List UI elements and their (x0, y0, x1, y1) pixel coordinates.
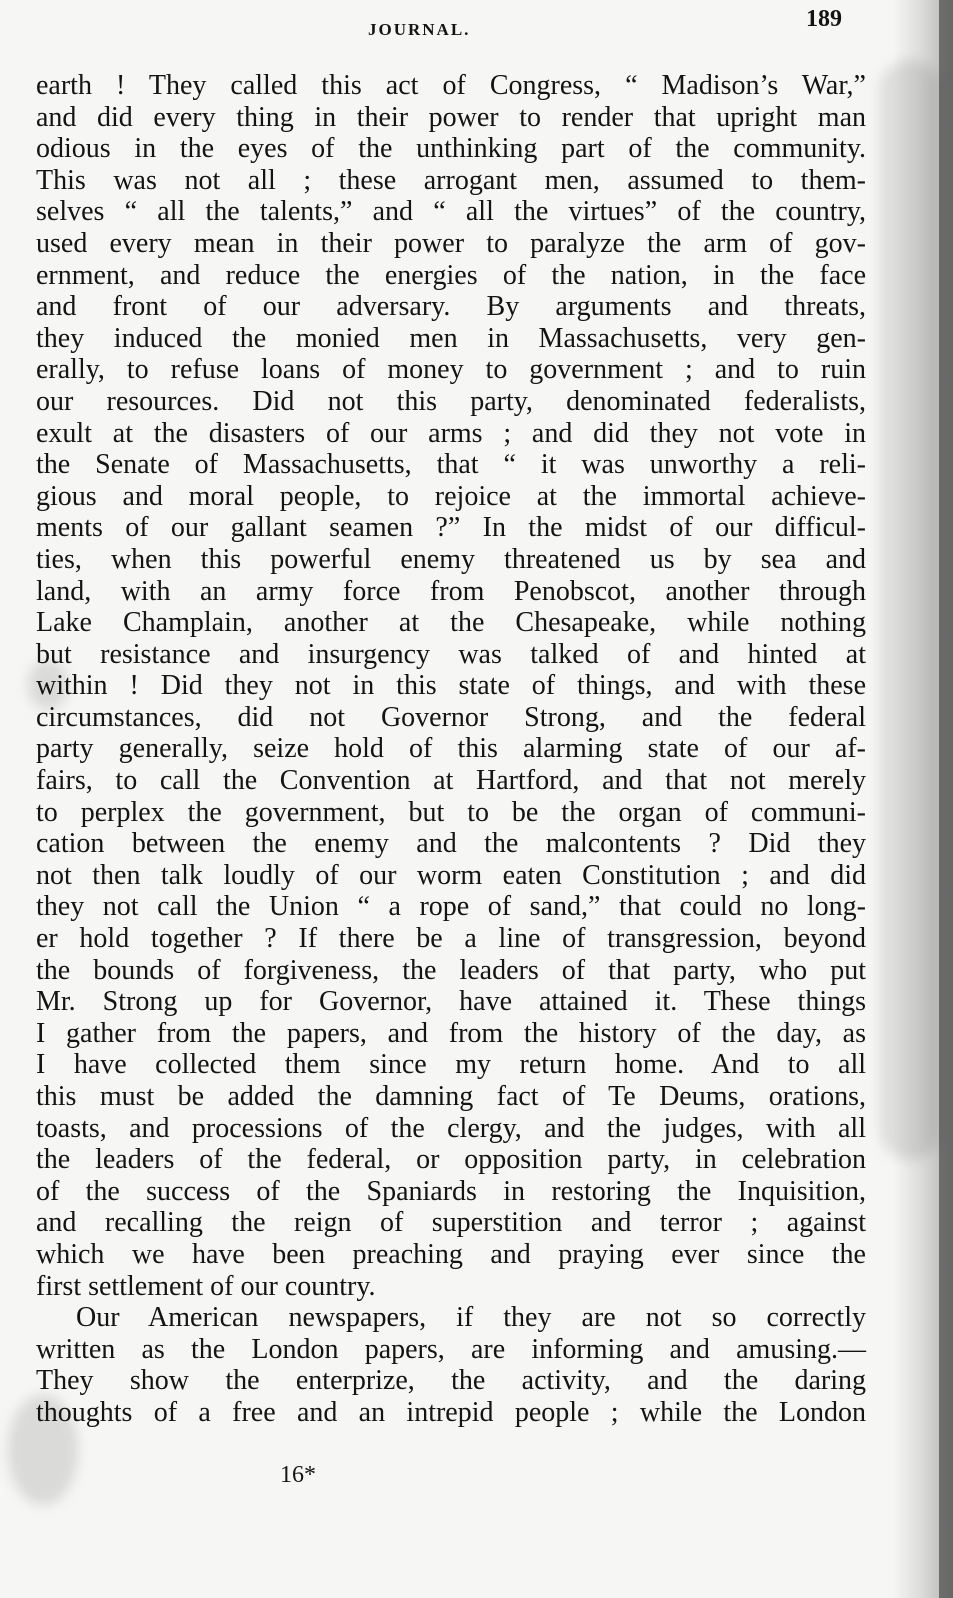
text-line: to perplex the government, but to be the organ of communi- (36, 796, 866, 828)
body-text (36, 70, 866, 1429)
page-header (0, 6, 953, 42)
text-line: This was not all ; these arrogant men, assumed to them- (36, 164, 866, 196)
text-line: ties, when this powerful enemy threatened us by sea and (36, 543, 866, 575)
text-line: toasts, and processions of the clergy, and the judges, with all (36, 1112, 866, 1144)
text-line: earth ! They called this act of Congress, “ Madison’s War,” (36, 70, 866, 101)
text-line: er hold together ? If there be a line of transgression, beyond (36, 923, 866, 955)
text-line: gious and moral people, to rejoice at the immortal achieve- (36, 480, 866, 512)
text-line: but resistance and insurgency was talked of and hinted at (36, 638, 866, 670)
page-edge-dark (939, 0, 953, 1598)
text-line: written as the London papers, are informing and amusing.— (36, 1333, 866, 1365)
text-line: Mr. Strong up for Governor, have attained it. These things (36, 986, 866, 1018)
page-number: 189 (806, 6, 842, 32)
text-line: used every mean in their power to paralyze the arm of gov- (36, 227, 866, 259)
text-line: which we have been preaching and praying ever since the (36, 1238, 866, 1270)
running-head: JOURNAL. (368, 20, 471, 39)
text-line: first settlement of our country. (36, 1270, 376, 1302)
text-line: cation between the enemy and the malcontents ? Did they (36, 828, 866, 860)
text-line: circumstances, did not Governor Strong, and the federal (36, 701, 866, 733)
text-line: thoughts of a free and an intrepid people ; while the London (36, 1396, 866, 1428)
text-line: I have collected them since my return home. And to all (36, 1049, 866, 1081)
text-line: they not call the Union “ a rope of sand,” that could no long- (36, 891, 866, 923)
text-line: Lake Champlain, another at the Chesapeake, while nothing (36, 607, 866, 639)
text-line: party generally, seize hold of this alarming state of our af- (36, 733, 866, 765)
text-line: odious in the eyes of the unthinking part of the community. (36, 133, 866, 165)
text-line: the bounds of forgiveness, the leaders of that party, who put (36, 954, 866, 986)
text-line: exult at the disasters of our arms ; and did they not vote in (36, 417, 866, 449)
text-line: within ! Did they not in this state of things, and with these (36, 670, 866, 702)
text-line: the leaders of the federal, or opposition party, in celebration (36, 1144, 866, 1176)
text-line: of the success of the Spaniards in restoring the Inquisition, (36, 1175, 866, 1207)
text-line: our resources. Did not this party, denominated federalists, (36, 385, 866, 417)
text-line: ernment, and reduce the energies of the nation, in the face (36, 259, 866, 291)
text-line: land, with an army force from Penobscot, another through (36, 575, 866, 607)
text-line: and recalling the reign of superstition and terror ; against (36, 1207, 866, 1239)
text-line: not then talk loudly of our worm eaten Constitution ; and did (36, 859, 866, 891)
text-line: fairs, to call the Convention at Hartford, and that not merely (36, 765, 866, 797)
text-line: the Senate of Massachusetts, that “ it was unworthy a reli- (36, 449, 866, 481)
text-line: and front of our adversary. By arguments and threats, (36, 291, 866, 323)
text-line: selves “ all the talents,” and “ all the virtues” of the country, (36, 196, 866, 228)
text-line: I gather from the papers, and from the history of the day, as (36, 1017, 866, 1049)
text-line: erally, to refuse loans of money to government ; and to ruin (36, 354, 866, 386)
text-line: and did every thing in their power to render that upright man (36, 101, 866, 133)
signature-mark: 16* (280, 1462, 316, 1488)
text-line: They show the enterprize, the activity, and the daring (36, 1365, 866, 1397)
text-line: they induced the monied men in Massachusetts, very gen- (36, 322, 866, 354)
text-line: Our American newspapers, if they are not so correctly (76, 1302, 866, 1334)
text-line: this must be added the damning fact of Te Deums, orations, (36, 1081, 866, 1112)
text-line: ments of our gallant seamen ?” In the midst of our difficul- (36, 512, 866, 544)
